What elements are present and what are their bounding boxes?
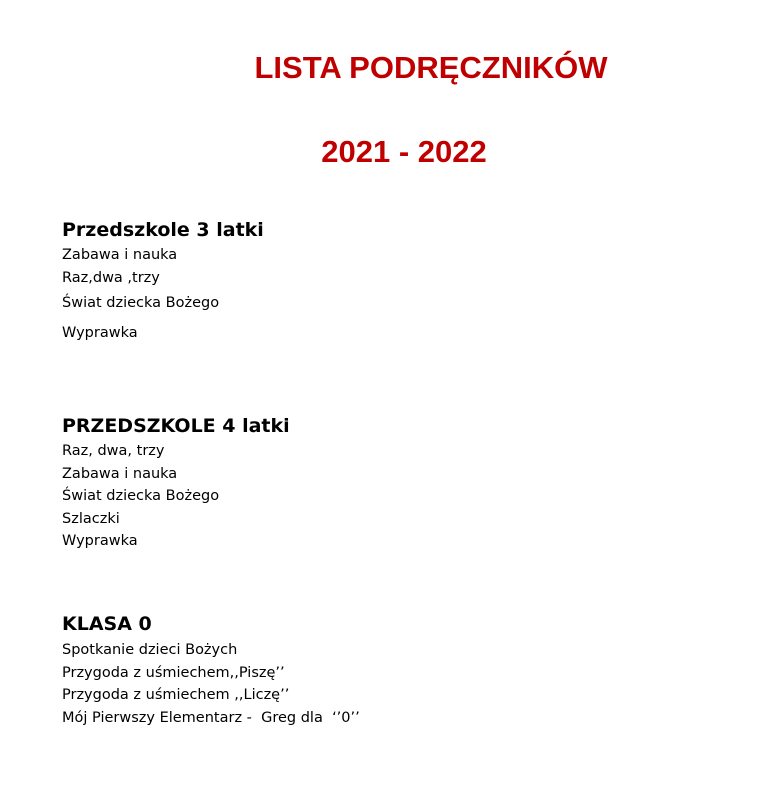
- book-item: Raz, dwa, trzy: [62, 443, 165, 459]
- book-item: Zabawa i nauka: [62, 465, 178, 482]
- section-klasa-0: [62, 612, 360, 729]
- section-przedszkole-3: [62, 218, 264, 344]
- book-item: Spotkanie dzieci Bożych: [62, 642, 238, 658]
- section-heading: Przedszkole 3 latki: [62, 219, 264, 241]
- section-heading: KLASA 0: [62, 613, 152, 635]
- book-item: Wyprawka: [62, 533, 138, 549]
- book-item: Zabawa i nauka: [62, 247, 178, 263]
- book-item: Mój Pierwszy Elementarz - Greg dla ‘’0’’: [62, 709, 360, 726]
- book-item: Szlaczki: [62, 510, 120, 527]
- book-item: Przygoda z uśmiechem,,Piszę’’: [62, 664, 285, 681]
- section-heading: PRZEDSZKOLE 4 latki: [62, 415, 290, 437]
- book-item: Świat dziecka Bożego: [62, 488, 220, 504]
- book-item: Wyprawka: [62, 324, 138, 341]
- book-item: Raz,dwa ,trzy: [62, 269, 160, 286]
- school-year: 2021 - 2022: [321, 134, 487, 169]
- book-item: Świat dziecka Bożego: [62, 295, 220, 311]
- book-item: Przygoda z uśmiechem ,,Liczę’’: [62, 687, 290, 703]
- section-przedszkole-4: [62, 414, 290, 553]
- document-title: LISTA PODRĘCZNIKÓW: [254, 50, 608, 85]
